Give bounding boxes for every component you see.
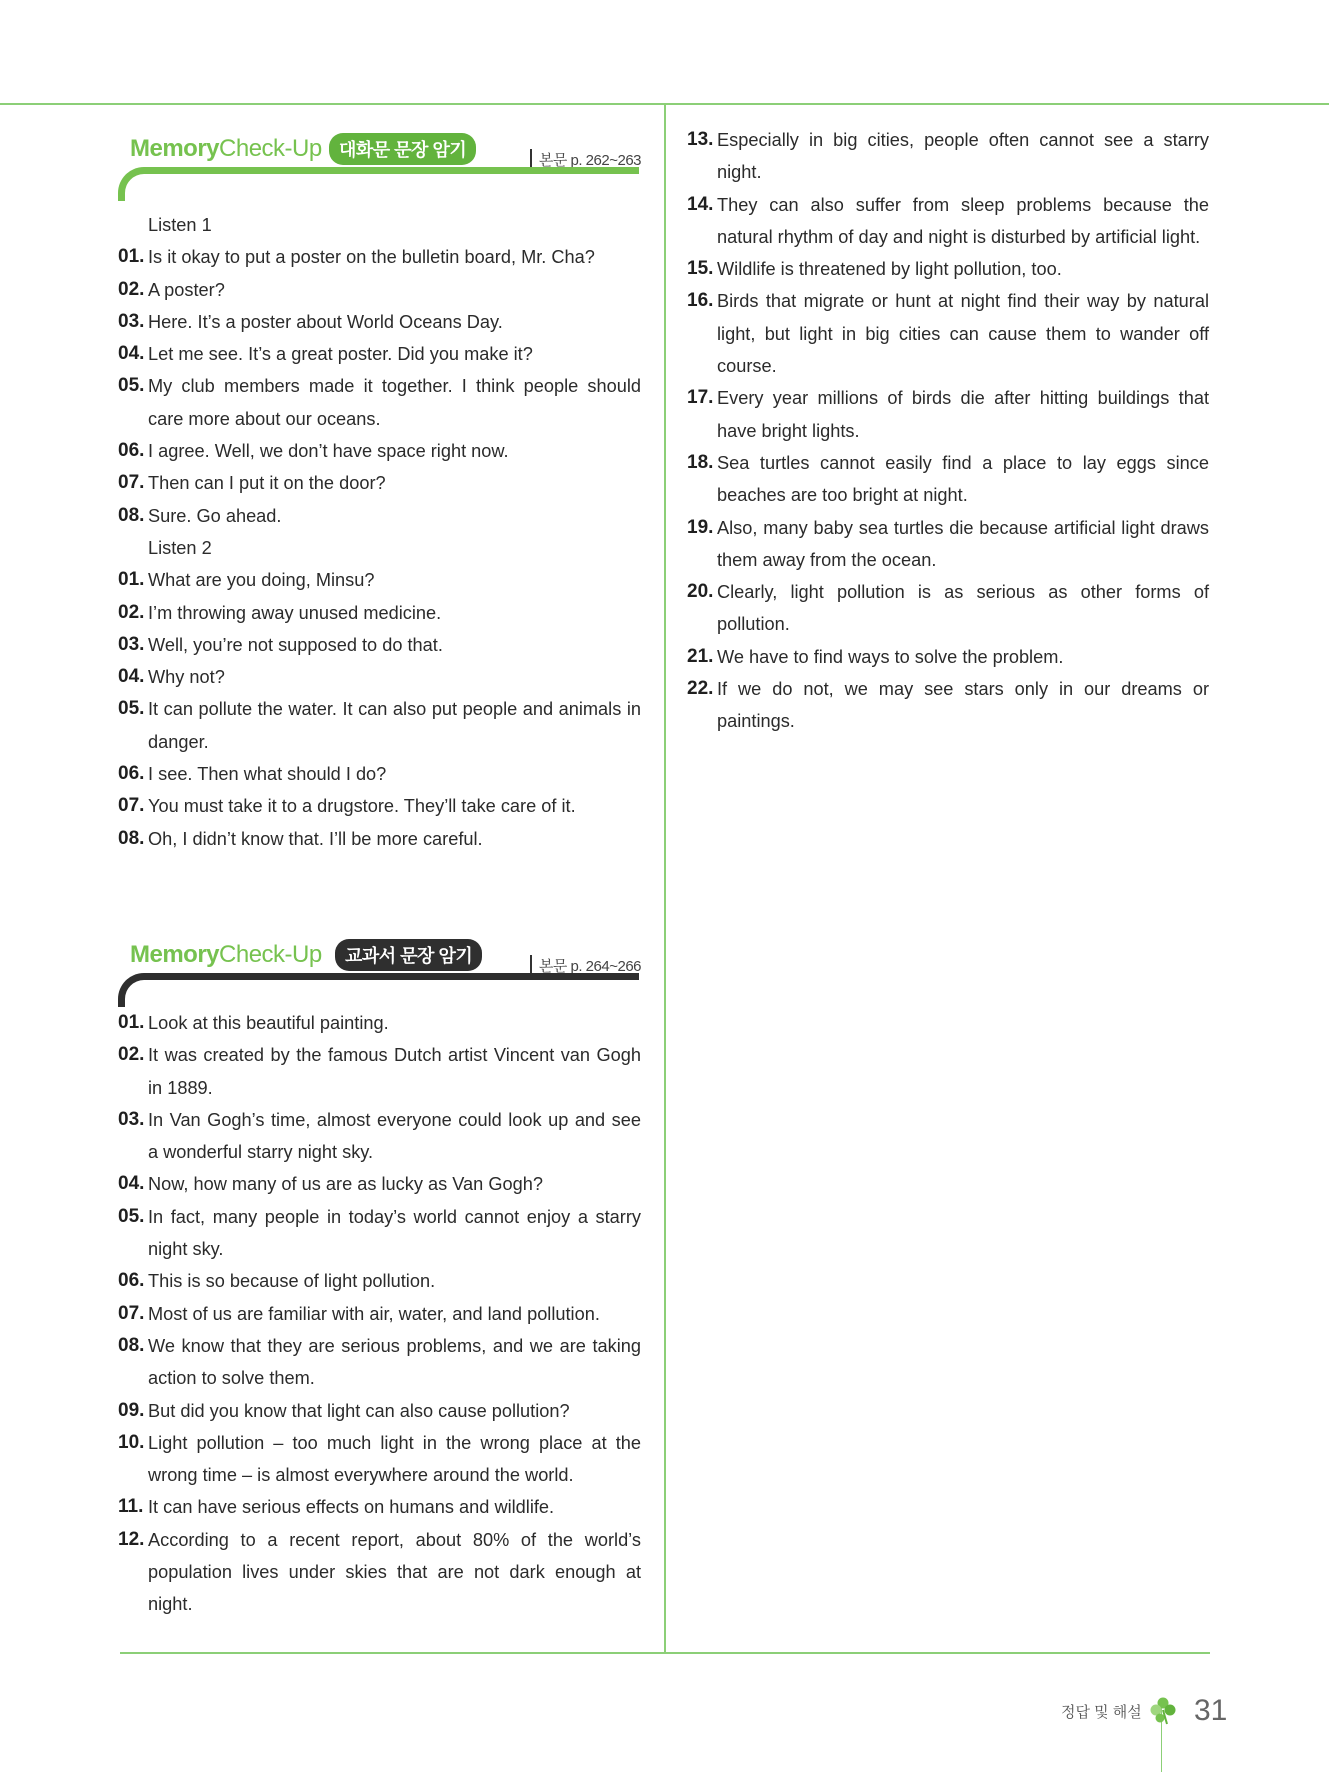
brand-light: Check-Up: [219, 135, 322, 162]
brand-bold: Memory: [130, 135, 220, 162]
sentence-item: [687, 382, 1209, 447]
sentence-number: 03.: [118, 633, 145, 655]
sentence-number: 15.: [687, 258, 714, 280]
header-hook: [118, 167, 639, 201]
sentence-text: What are you doing, Minsu?: [148, 570, 375, 591]
sentence-text: Then can I put it on the door?: [148, 473, 386, 494]
sentence-text: Here. It’s a poster about World Oceans Day.: [148, 311, 503, 332]
sentence-text: Clearly, light pollution is as serious as other forms of pollution.: [717, 582, 1209, 635]
sentence-item: [118, 370, 641, 435]
sentence-item: [118, 790, 641, 822]
sentence-text: Light pollution – too much light in the wrong place at the wrong time – is almost everywhere around the world.: [148, 1432, 641, 1486]
sentence-item: [118, 597, 641, 629]
sentence-item: [687, 253, 1209, 285]
sentence-text: In Van Gogh’s time, almost everyone could look up and see a wonderful starry night sky.: [148, 1109, 641, 1163]
sentence-text: This is so because of light pollution.: [148, 1271, 436, 1292]
sentence-text: Oh, I didn’t know that. I’ll be more careful.: [148, 828, 483, 849]
sentence-text: Listen 1: [148, 215, 212, 235]
sentence-text: Also, many baby sea turtles die because artificial light draws them away from the ocean.: [717, 517, 1209, 570]
sentence-number: 21.: [687, 645, 714, 667]
listen-heading: [118, 532, 641, 564]
footer-label: 정답 및 해설: [1061, 1704, 1142, 1721]
sentence-number: 16.: [687, 290, 714, 312]
sentence-item: [118, 274, 641, 306]
column-divider: [664, 104, 666, 1653]
sentence-number: 05.: [118, 375, 145, 397]
sentence-number: 20.: [687, 581, 714, 603]
sentence-number: 04.: [118, 666, 145, 688]
sentence-list: [118, 1007, 641, 1621]
sentence-item: [687, 124, 1209, 189]
sentence-item: [118, 338, 641, 370]
sentence-text: Especially in big cities, people often cannot see a starry night.: [717, 130, 1209, 183]
sentence-item: [687, 447, 1209, 512]
sentence-item: [118, 1491, 641, 1523]
sentence-item: [118, 1524, 641, 1621]
sentence-item: [118, 823, 641, 855]
sentence-text: Why not?: [148, 667, 225, 688]
brand-title: [130, 135, 322, 163]
sentence-number: 04.: [118, 1173, 145, 1195]
page-reference: 본문 p. 264~266: [530, 955, 641, 976]
sentence-item: [118, 629, 641, 661]
sentence-item: [687, 641, 1209, 673]
section-textbook: [118, 927, 641, 1621]
brand-title: [130, 941, 322, 969]
right-column: [687, 124, 1209, 738]
sentence-number: 06.: [118, 763, 145, 785]
sentence-number: 14.: [687, 193, 714, 215]
brand-light: Check-Up: [219, 941, 322, 968]
sentence-item: [118, 1201, 641, 1266]
sentence-item: [118, 1298, 641, 1330]
sentence-item: [118, 1039, 641, 1104]
sentence-text: It can pollute the water. It can also put people and animals in danger.: [148, 699, 641, 752]
brand-bold: Memory: [130, 941, 220, 968]
sentence-item: [118, 1395, 641, 1427]
sentence-text: Most of us are familiar with air, water, and land pollution.: [148, 1303, 600, 1324]
sentence-item: [118, 758, 641, 790]
sentence-text: A poster?: [148, 279, 225, 300]
sentence-number: 04.: [118, 343, 145, 365]
sentence-item: [118, 1330, 641, 1395]
sentence-text: It can have serious effects on humans and wildlife.: [148, 1497, 555, 1518]
sentence-item: [118, 467, 641, 499]
sentence-number: 06.: [118, 440, 145, 462]
sentence-number: 08.: [118, 827, 145, 849]
sentence-list: [687, 124, 1209, 738]
sentence-number: 01.: [118, 569, 145, 591]
sentence-number: 02.: [118, 278, 145, 300]
header-hook: [118, 973, 639, 1007]
sentence-item: [687, 673, 1209, 738]
sentence-number: 01.: [118, 246, 145, 268]
sentence-text: But did you know that light can also cause pollution?: [148, 1400, 570, 1421]
sentence-number: 09.: [118, 1399, 145, 1421]
sentence-number: 08.: [118, 504, 145, 526]
sentence-number: 19.: [687, 516, 714, 538]
sentence-item: [118, 661, 641, 693]
sentence-item: [118, 1007, 641, 1039]
clover-icon: [1148, 1696, 1178, 1726]
sentence-item: [687, 285, 1209, 382]
sentence-number: 07.: [118, 1302, 145, 1324]
sentence-number: 02.: [118, 601, 145, 623]
section-header: [118, 121, 641, 201]
sentence-item: [118, 241, 641, 273]
sentence-text: It was created by the famous Dutch artist Vincent van Gogh in 1889.: [148, 1045, 641, 1098]
sentence-text: We know that they are serious problems, and we are taking action to solve them.: [148, 1335, 641, 1389]
sentence-number: 07.: [118, 795, 145, 817]
sentence-text: Listen 2: [148, 537, 212, 558]
sentence-text: I see. Then what should I do?: [148, 764, 387, 785]
sentence-text: Is it okay to put a poster on the bulletin board, Mr. Cha?: [148, 247, 595, 268]
sentence-text: They can also suffer from sleep problems because the natural rhythm of day and night is disturbed by artificial light.: [717, 194, 1209, 247]
sentence-item: [118, 693, 641, 758]
sentence-text: Sea turtles cannot easily find a place to lay eggs since beaches are too bright at night.: [717, 452, 1209, 506]
sentence-number: 03.: [118, 310, 145, 332]
sentence-text: Now, how many of us are as lucky as Van Gogh?: [148, 1174, 543, 1195]
sentence-number: 02.: [118, 1044, 145, 1066]
sentence-item: [687, 189, 1209, 254]
sentence-number: 05.: [118, 698, 145, 720]
sentence-item: [687, 512, 1209, 577]
sentence-number: 12.: [118, 1528, 145, 1550]
sentence-item: [118, 564, 641, 596]
sentence-number: 17.: [687, 387, 714, 409]
sentence-item: [118, 1265, 641, 1297]
sentence-text: Birds that migrate or hunt at night find their way by natural light, but light in big cities can cause them to wander off course.: [717, 291, 1209, 377]
page-number: 31: [1194, 1694, 1228, 1727]
sentence-text: I agree. Well, we don’t have space right now.: [148, 441, 509, 462]
section-badge: 대화문 문장 암기: [329, 133, 476, 165]
section-dialogue: [118, 121, 641, 855]
sentence-text: We have to find ways to solve the problem.: [717, 646, 1064, 667]
page-reference: 본문 p. 262~263: [530, 149, 641, 170]
sentence-item: [118, 1104, 641, 1169]
sentence-number: 07.: [118, 472, 145, 494]
sentence-text: In fact, many people in today’s world cannot enjoy a starry night sky.: [148, 1206, 641, 1260]
sentence-number: 01.: [118, 1012, 145, 1033]
sentence-text: You must take it to a drugstore. They’ll take care of it.: [148, 796, 576, 817]
sentence-text: Let me see. It’s a great poster. Did you make it?: [148, 344, 533, 365]
sentence-list: [118, 209, 641, 855]
sentence-text: My club members made it together. I think people should care more about our oceans.: [148, 376, 641, 429]
sentence-item: [118, 435, 641, 467]
sentence-number: 18.: [687, 451, 714, 473]
sentence-text: I’m throwing away unused medicine.: [148, 602, 442, 623]
sentence-number: 10.: [118, 1431, 145, 1453]
sentence-item: [118, 500, 641, 532]
sentence-text: Every year millions of birds die after hitting buildings that have bright lights.: [717, 388, 1209, 441]
sentence-text: According to a recent report, about 80% of the world’s population lives under skies that are not dark enough at night.: [148, 1529, 641, 1615]
sentence-number: 22.: [687, 678, 714, 700]
section-header: [118, 927, 641, 1007]
sentence-item: [118, 306, 641, 338]
listen-heading: [118, 209, 641, 241]
sentence-text: Sure. Go ahead.: [148, 505, 282, 526]
sentence-text: Look at this beautiful painting.: [148, 1013, 389, 1033]
sentence-item: [118, 1427, 641, 1492]
sentence-text: Wildlife is threatened by light pollution, too.: [717, 259, 1062, 280]
section-badge: 교과서 문장 암기: [335, 939, 482, 971]
sentence-number: 13.: [687, 129, 714, 150]
sentence-text: If we do not, we may see stars only in our dreams or paintings.: [717, 679, 1209, 732]
bottom-rule: [120, 1652, 1210, 1654]
sentence-item: [118, 1168, 641, 1200]
sentence-item: [687, 576, 1209, 641]
sentence-text: Well, you’re not supposed to do that.: [148, 634, 443, 655]
sentence-number: 11.: [118, 1496, 144, 1518]
sentence-number: 06.: [118, 1270, 145, 1292]
sentence-number: 05.: [118, 1205, 145, 1227]
sentence-number: 03.: [118, 1108, 145, 1130]
sentence-number: 08.: [118, 1334, 145, 1356]
